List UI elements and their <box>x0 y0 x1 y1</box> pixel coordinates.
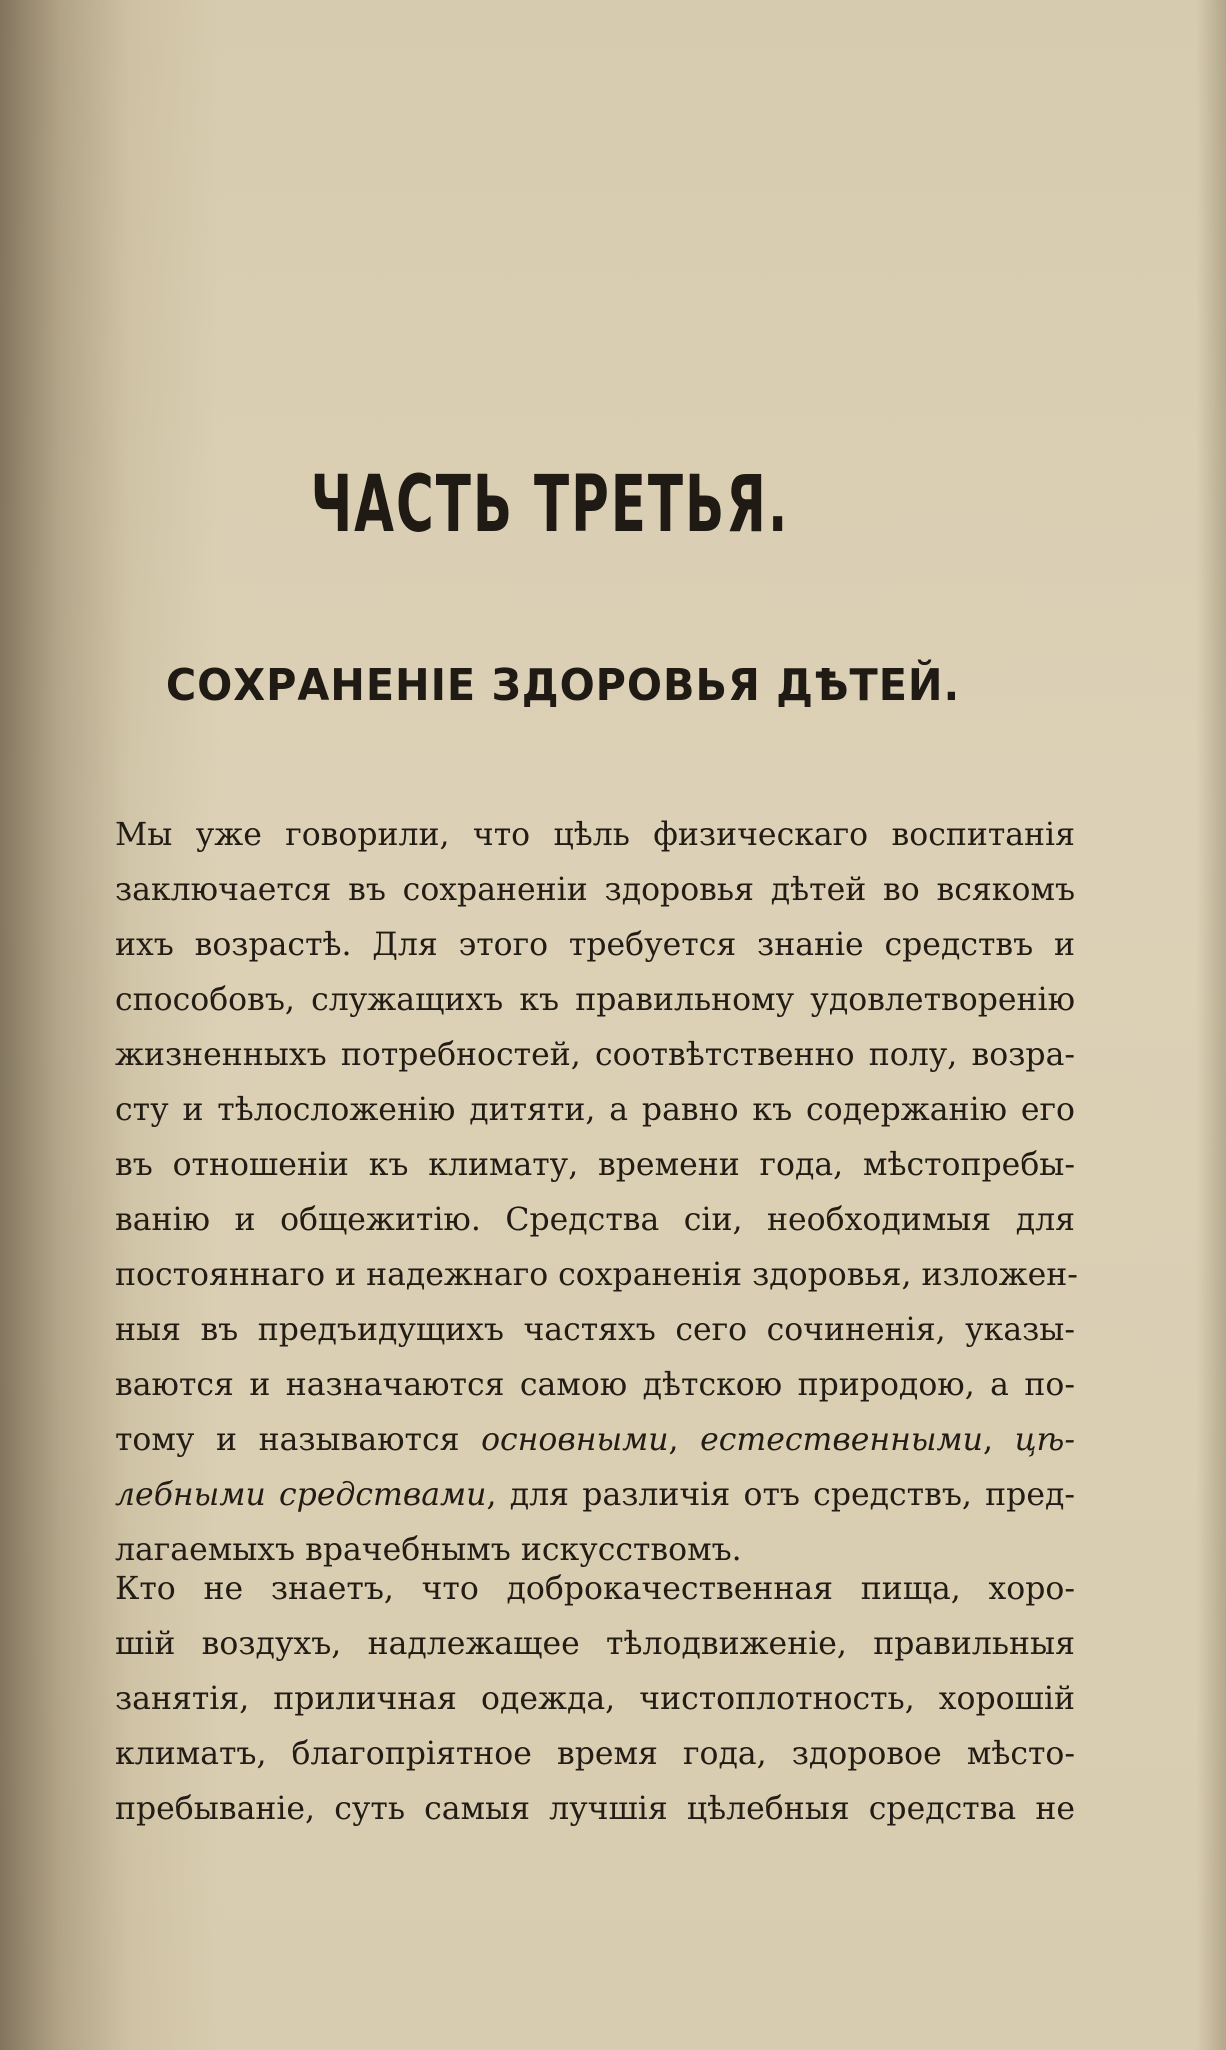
text-run: , <box>668 1422 701 1458</box>
text-line: занятія, приличная одежда, чистоплотность, хорошій <box>115 1681 1075 1717</box>
part-title: ЧАСТЬ ТРЕТЬЯ. <box>310 460 790 550</box>
italic-term: основными <box>481 1422 669 1458</box>
text-line: ихъ возрастѣ. Для этого требуется знаніе средствъ и <box>115 927 1075 963</box>
text-line: климатъ, благопріятное время года, здоровое мѣсто- <box>115 1736 1075 1772</box>
paragraph-1 <box>115 808 1078 1578</box>
text-line: жизненныхъ потребностей, соотвѣтственно полу, возра- <box>115 1037 1075 1073</box>
text-line-italic-terms <box>115 1413 1075 1468</box>
text-line: шій воздухъ, надлежащее тѣлодвиженіе, правильныя <box>115 1626 1075 1662</box>
text-line: ваются и назначаются самою дѣтскою природою, а по- <box>115 1367 1075 1403</box>
text-line: сту и тѣлосложенію дитяти, а равно къ содержанію его <box>115 1092 1075 1128</box>
text-line: Кто не знаетъ, что доброкачественная пища, хоро- <box>115 1571 1075 1607</box>
text-line: ныя въ предъидущихъ частяхъ сего сочиненія, указы- <box>115 1312 1075 1348</box>
text-run: , <box>982 1422 1015 1458</box>
italic-term: лебными средствами <box>115 1477 487 1513</box>
text-line: пребываніе, суть самыя лучшія цѣлебныя средства не <box>115 1791 1075 1827</box>
paragraph-2 <box>115 1562 1075 1837</box>
italic-term: естественными <box>700 1422 983 1458</box>
text-line: заключается въ сохраненіи здоровья дѣтей во всякомъ <box>115 872 1075 908</box>
section-title: СОХРАНЕНІЕ ЗДОРОВЬЯ ДѢТЕЙ. <box>165 660 961 711</box>
text-line: въ отношеніи къ климату, времени года, мѣстопребы- <box>115 1147 1075 1183</box>
text-line: Мы уже говорили, что цѣль физическаго воспитанія <box>115 817 1075 853</box>
text-run: тому и называются <box>115 1422 482 1458</box>
text-run: , для различія отъ средствъ, пред- <box>486 1477 1075 1513</box>
text-line-italic-terms <box>115 1468 1075 1523</box>
page-edge-shadow <box>1196 0 1226 2050</box>
text-line: способовъ, служащихъ къ правильному удовлетворенію <box>115 982 1075 1018</box>
text-line: постояннаго и надежнаго сохраненія здоровья, изложен- <box>115 1257 1078 1293</box>
text-line: ванію и общежитію. Средства сіи, необходимыя для <box>115 1202 1075 1238</box>
italic-term: цѣ- <box>1014 1422 1075 1458</box>
text-line: лагаемыхъ врачебнымъ искусствомъ. <box>115 1532 742 1568</box>
